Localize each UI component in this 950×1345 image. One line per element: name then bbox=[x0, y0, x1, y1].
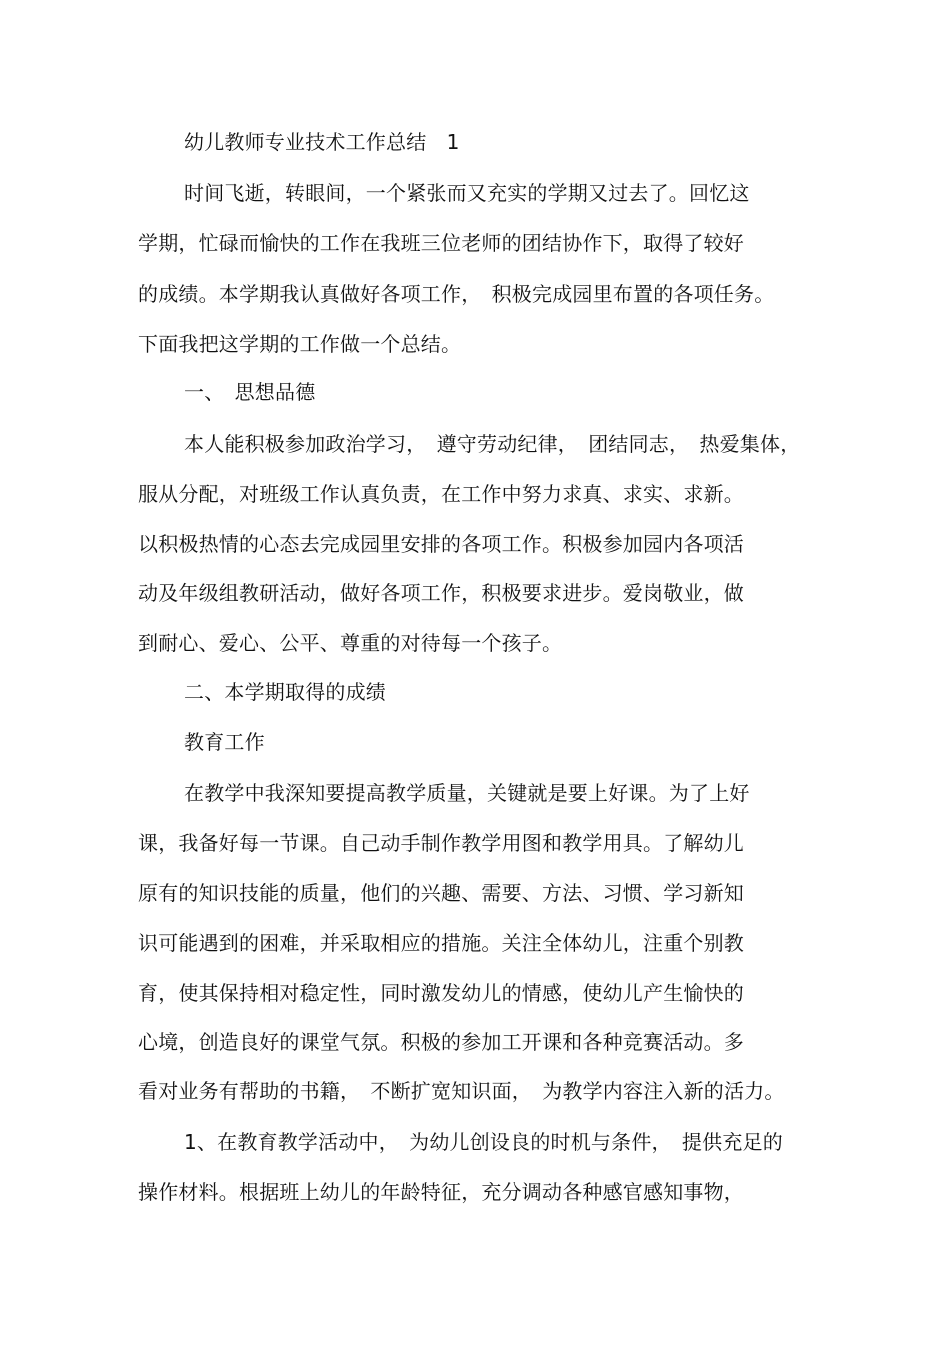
paragraph-line: 原有的知识技能的质量，他们的兴趣、需要、方法、习惯、学习新知 bbox=[138, 881, 744, 905]
paragraph-line: 的成绩。本学期我认真做好各项工作， 积极完成园里布置的各项任务。 bbox=[138, 282, 775, 306]
paragraph-line: 时间飞逝，转眼间，一个紧张而又充实的学期又过去了。回忆这 bbox=[184, 181, 750, 205]
paragraph-line: 育，使其保持相对稳定性，同时激发幼儿的情感，使幼儿产生愉快的 bbox=[138, 981, 744, 1005]
paragraph-line: 到耐心、爱心、公平、尊重的对待每一个孩子。 bbox=[138, 631, 563, 655]
paragraph-line: 动及年级组教研活动，做好各项工作，积极要求进步。爱岗敬业，做 bbox=[138, 581, 744, 605]
paragraph-line: 1、在教育教学活动中， 为幼儿创设良的时机与条件， 提供充足的 bbox=[184, 1130, 783, 1154]
paragraph-line: 本人能积极参加政治学习， 遵守劳动纪律， 团结同志， 热爱集体， bbox=[184, 432, 801, 456]
paragraph-line: 下面我把这学期的工作做一个总结。 bbox=[138, 332, 462, 356]
paragraph-line: 服从分配，对班级工作认真负责，在工作中努力求真、求实、求新。 bbox=[138, 482, 744, 506]
paragraph-line: 在教学中我深知要提高教学质量，关键就是要上好课。为了上好 bbox=[184, 781, 750, 805]
paragraph-line: 课，我备好每一节课。自己动手制作教学用图和教学用具。了解幼儿 bbox=[138, 831, 744, 855]
paragraph-line: 识可能遇到的困难，并采取相应的措施。关注全体幼儿，注重个别教 bbox=[138, 931, 744, 955]
paragraph-line: 学期，忙碌而愉快的工作在我班三位老师的团结协作下，取得了较好 bbox=[138, 231, 744, 255]
section-heading: 二、本学期取得的成绩 bbox=[184, 680, 386, 704]
subsection-heading: 教育工作 bbox=[184, 730, 265, 754]
paragraph-line: 心境，创造良好的课堂气氛。积极的参加工开课和各种竞赛活动。多 bbox=[138, 1030, 744, 1054]
paragraph-line: 看对业务有帮助的书籍， 不断扩宽知识面， 为教学内容注入新的活力。 bbox=[138, 1079, 785, 1103]
section-heading: 一、 思想品德 bbox=[184, 380, 316, 404]
document-title: 幼儿教师专业技术工作总结 1 bbox=[184, 130, 460, 154]
paragraph-line: 操作材料。根据班上幼儿的年龄特征，充分调动各种感官感知事物， bbox=[138, 1180, 744, 1204]
paragraph-line: 以积极热情的心态去完成园里安排的各项工作。积极参加园内各项活 bbox=[138, 532, 744, 556]
